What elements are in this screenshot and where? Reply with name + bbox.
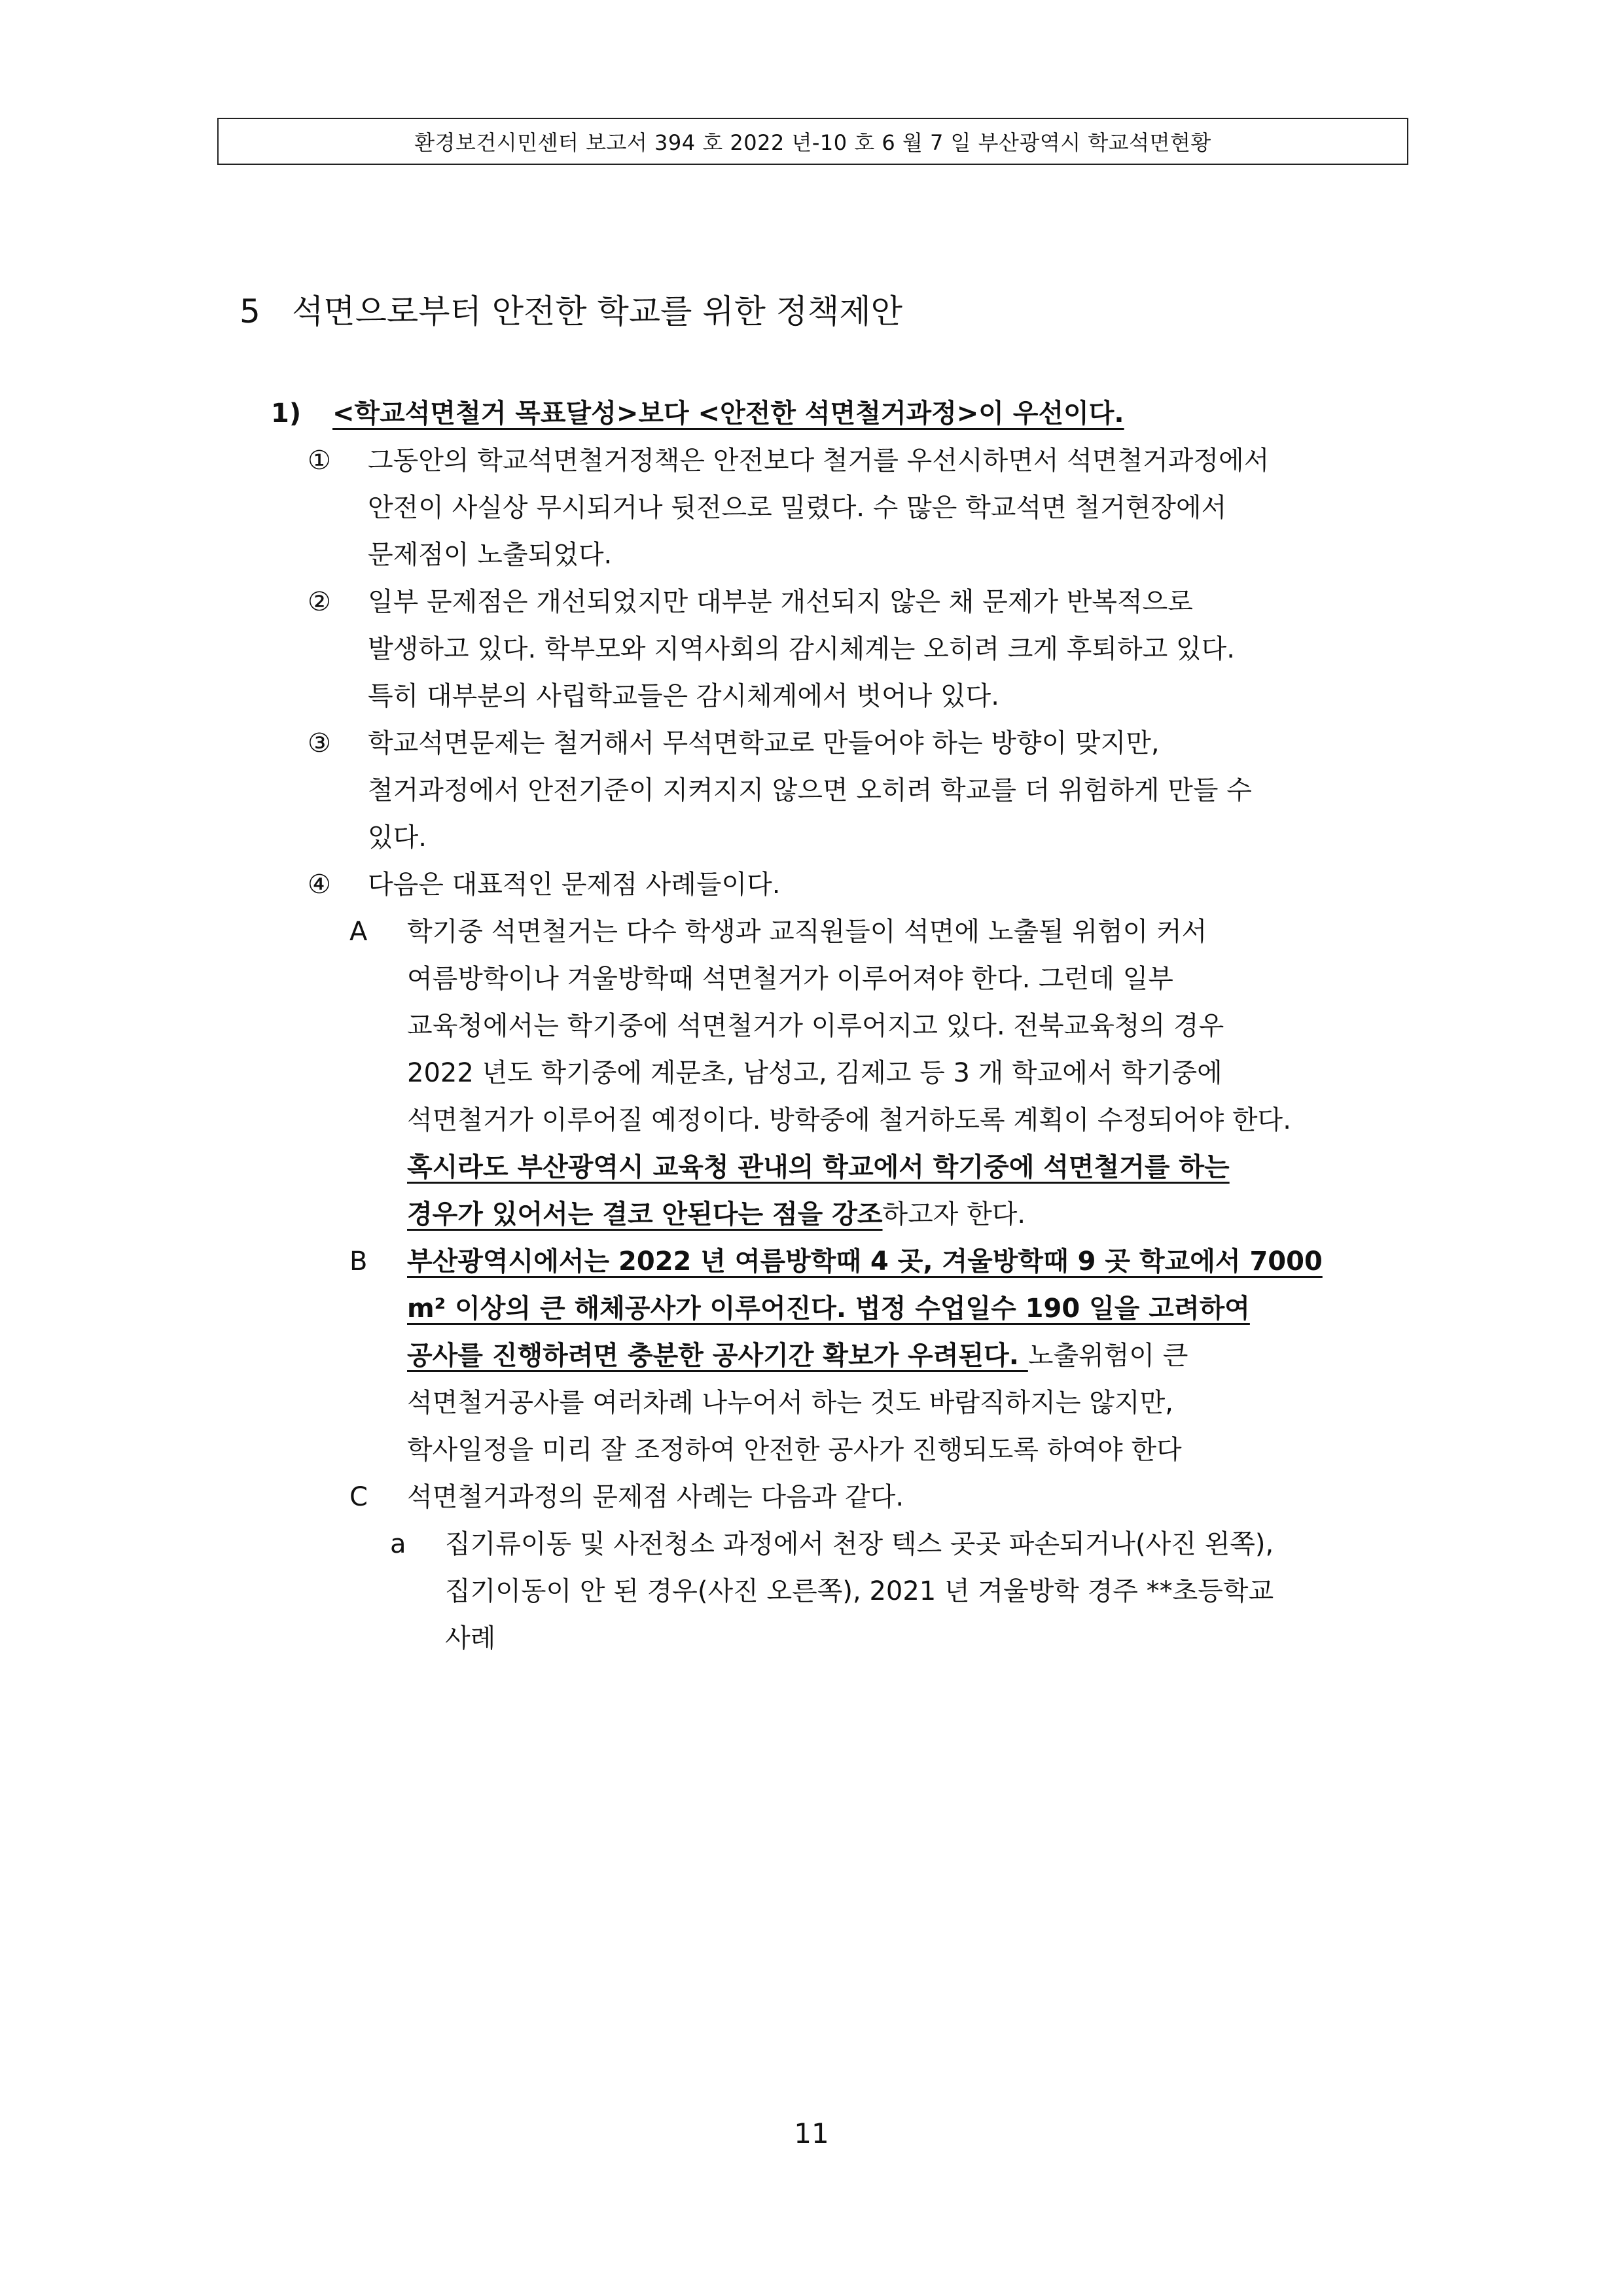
item-marker: ③	[308, 728, 331, 758]
item-line: 학교석면문제는 철거해서 무석면학교로 만들어야 하는 방향이 맞지만,	[368, 728, 1160, 758]
item-line: 철거과정에서 안전기준이 지켜지지 않으면 오히려 학교를 더 위험하게 만들 수	[368, 775, 1252, 805]
item-line: 문제점이 노출되었다.	[368, 540, 613, 570]
item-line: 일부 문제점은 개선되었지만 대부분 개선되지 않은 채 문제가 반복적으로	[368, 587, 1193, 617]
case-emphasis-line: 혹시라도 부산광역시 교육청 관내의 학교에서 학기중에 석면철거를 하는	[407, 1152, 1230, 1182]
section-number: 5	[240, 292, 260, 330]
case-tail-text: 하고자 한다.	[882, 1199, 1026, 1229]
case-line: 석면철거공사를 여러차례 나누어서 하는 것도 바람직하지는 않지만,	[407, 1388, 1173, 1418]
case-line: 석면철거과정의 문제점 사례는 다음과 같다.	[407, 1482, 904, 1512]
section-title	[240, 285, 902, 332]
subcase-line: 사례	[445, 1623, 496, 1653]
report-header	[217, 118, 1408, 165]
case-mixed-line	[407, 1332, 1188, 1379]
item-line: 발생하고 있다. 학부모와 지역사회의 감시체계는 오히려 크게 후퇴하고 있다.	[368, 634, 1235, 664]
section-title-text: 석면으로부터 안전한 학교를 위한 정책제안	[292, 292, 902, 330]
case-marker: B	[349, 1246, 368, 1277]
case-line: 교육청에서는 학기중에 석면철거가 이루어지고 있다. 전북교육청의 경우	[407, 1011, 1224, 1041]
item-marker: ①	[308, 446, 331, 476]
case-line: 학사일정을 미리 잘 조정하여 안전한 공사가 진행되도록 하여야 한다	[407, 1435, 1182, 1465]
case-emphasis-text: 경우가 있어서는 결코 안된다는 점을 강조	[407, 1199, 883, 1229]
subcase-line: 집기이동이 안 된 경우(사진 오른쪽), 2021 년 겨울방학 경주 **초등학교	[445, 1576, 1274, 1606]
case-tail-text: 노출위험이 큰	[1027, 1341, 1188, 1371]
item-line: 특히 대부분의 사립학교들은 감시체계에서 벗어나 있다.	[368, 681, 1000, 711]
subcase-line: 집기류이동 및 사전청소 과정에서 천장 텍스 곳곳 파손되거나(사진 왼쪽),	[445, 1529, 1274, 1559]
case-line: 학기중 석면철거는 다수 학생과 교직원들이 석면에 노출될 위험이 커서	[407, 917, 1207, 947]
case-emphasis-line: 부산광역시에서는 2022 년 여름방학때 4 곳, 겨울방학때 9 곳 학교에서 7000	[407, 1246, 1323, 1277]
case-emphasis-text: 공사를 진행하려면 충분한 공사기간 확보가 우려된다.	[407, 1341, 1028, 1371]
item-line: 있다.	[368, 822, 427, 853]
item-marker: ④	[308, 870, 331, 900]
subsection-number: 1)	[271, 398, 302, 429]
item-line: 그동안의 학교석면철거정책은 안전보다 철거를 우선시하면서 석면철거과정에서	[368, 446, 1270, 476]
case-marker: A	[349, 917, 368, 947]
subsection-title: <학교석면철거 목표달성>보다 <안전한 석면철거과정>이 우선이다.	[332, 398, 1124, 429]
case-line: 2022 년도 학기중에 계문초, 남성고, 김제고 등 3 개 학교에서 학기중에	[407, 1058, 1222, 1088]
case-line: 여름방학이나 겨울방학때 석면철거가 이루어져야 한다. 그런데 일부	[407, 964, 1173, 994]
case-mixed-line	[407, 1191, 1026, 1238]
case-line: 석면철거가 이루어질 예정이다. 방학중에 철거하도록 계획이 수정되어야 한다.	[407, 1105, 1291, 1135]
case-marker: C	[349, 1482, 368, 1512]
item-marker: ②	[308, 587, 331, 617]
item-line: 다음은 대표적인 문제점 사례들이다.	[368, 870, 781, 900]
subcase-marker: a	[390, 1529, 406, 1559]
header-text: 환경보건시민센터 보고서 394 호 2022 년-10 호 6 월 7 일 부산광역시 학교석면현황	[414, 130, 1211, 155]
case-emphasis-line: m² 이상의 큰 해체공사가 이루어진다. 법정 수업일수 190 일을 고려하여	[407, 1294, 1250, 1324]
page-number: 11	[794, 2117, 829, 2149]
item-line: 안전이 사실상 무시되거나 뒷전으로 밀렸다. 수 많은 학교석면 철거현장에서	[368, 493, 1227, 523]
